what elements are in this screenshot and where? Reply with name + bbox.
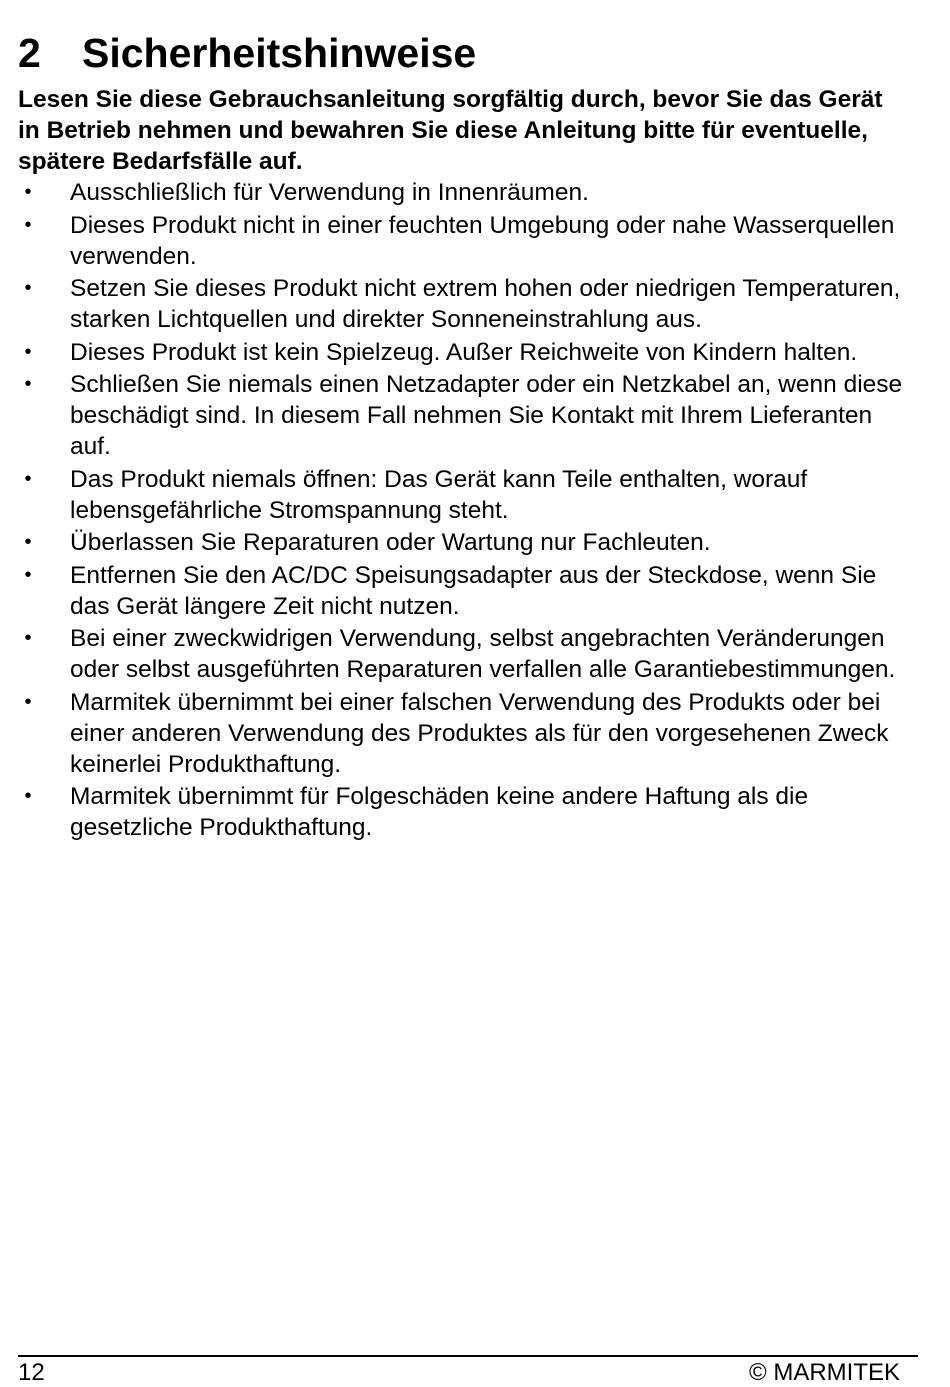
list-item-text: Bei einer zweckwidrigen Verwendung, selbst angebrachten Veränderungen oder selbst ausgeführten Reparaturen verfallen alle Garantiebestimmungen. <box>70 625 896 683</box>
list-item <box>18 369 913 462</box>
list-item-text: Schließen Sie niemals einen Netzadapter oder ein Netzkabel an, wenn diese beschädigt sind. In diesem Fall nehmen Sie Kontakt mit Ihrem Lieferanten auf. <box>70 371 903 460</box>
list-item <box>18 687 913 780</box>
list-item <box>18 210 913 272</box>
list-item <box>18 337 913 368</box>
footer-divider <box>18 1355 918 1357</box>
list-item-text: Ausschließlich für Verwendung in Innenräumen. <box>70 179 589 206</box>
section-number: 2 <box>18 30 41 76</box>
list-item <box>18 177 913 208</box>
list-item-text: Marmitek übernimmt bei einer falschen Verwendung des Produkts oder bei einer anderen Verwendung des Produktes als für den vorgesehenen Zweck keinerlei Produkthaftung. <box>70 688 889 778</box>
bullet-icon: • <box>24 690 32 713</box>
bullet-icon: • <box>24 467 32 490</box>
section-heading <box>18 30 476 76</box>
list-item <box>18 781 913 843</box>
bullet-icon: • <box>24 277 32 299</box>
list-item-text: Dieses Produkt nicht in einer feuchten Umgebung oder nahe Wasserquellen verwenden. <box>70 211 895 270</box>
bullet-icon: • <box>24 340 32 363</box>
list-item-text: Setzen Sie dieses Produkt nicht extrem hohen oder niedrigen Temperaturen, starken Lichtquellen und direkter Sonneneinstrahlung aus. <box>70 275 901 333</box>
list-item <box>18 560 913 622</box>
page-number: 12 <box>18 1359 45 1386</box>
list-item <box>18 527 913 558</box>
bullet-icon: • <box>24 627 32 649</box>
list-item <box>18 273 913 335</box>
list-item-text: Überlassen Sie Reparaturen oder Wartung nur Fachleuten. <box>70 529 711 556</box>
list-item <box>18 623 913 685</box>
bullet-icon: • <box>24 181 32 203</box>
list-item-text: Entfernen Sie den AC/DC Speisungsadapter aus der Steckdose, wenn Sie das Gerät längere Zeit nicht nutzen. <box>70 561 877 620</box>
bullet-icon: • <box>24 531 32 553</box>
bullet-icon: • <box>24 563 32 586</box>
section-title: Sicherheitshinweise <box>82 30 477 76</box>
bullet-icon: • <box>24 373 32 395</box>
intro-paragraph: Lesen Sie diese Gebrauchsanleitung sorgfältig durch, bevor Sie das Gerät in Betrieb nehmen und bewahren Sie diese Anleitung bitte für eventuelle, spätere Bedarfsfälle auf. <box>18 86 883 175</box>
list-item-text: Das Produkt niemals öffnen: Das Gerät kann Teile enthalten, worauf lebensgefährliche Stromspannung steht. <box>70 465 808 524</box>
list-item <box>18 464 913 526</box>
copyright-notice: © MARMITEK <box>748 1359 900 1386</box>
bullet-icon: • <box>24 785 32 807</box>
list-item-text: Dieses Produkt ist kein Spielzeug. Außer Reichweite von Kindern halten. <box>70 338 858 366</box>
list-item-text: Marmitek übernimmt für Folgeschäden keine andere Haftung als die gesetzliche Produkthaftung. <box>70 783 809 841</box>
safety-list <box>18 177 913 845</box>
bullet-icon: • <box>24 213 32 236</box>
